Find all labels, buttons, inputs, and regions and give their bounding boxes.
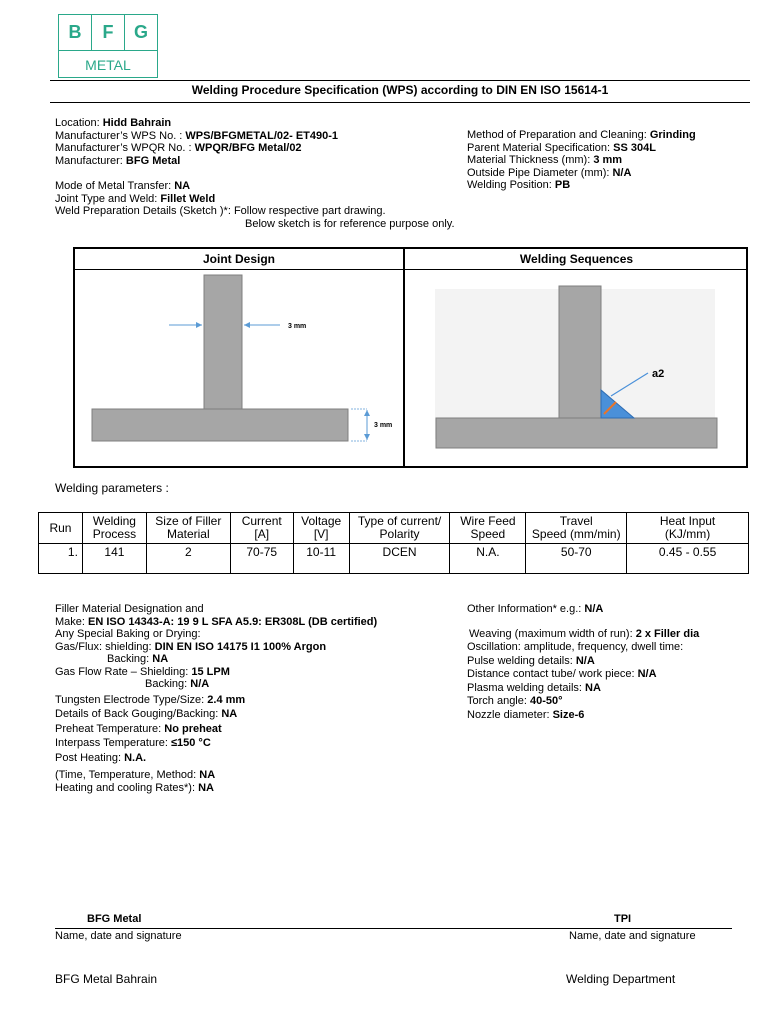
vertical-plate <box>559 286 601 418</box>
field-metal-transfer: Mode of Metal Transfer: NA <box>55 180 191 192</box>
base-plate <box>436 418 717 448</box>
base-plate <box>92 409 348 441</box>
field-pipe-diameter: Outside Pipe Diameter (mm): N/A <box>467 166 632 179</box>
vertical-plate <box>204 275 242 409</box>
field-back-gouging: Details of Back Gouging/Backing: NA <box>55 708 238 720</box>
title-rule-bottom <box>50 102 750 103</box>
welding-parameters-table <box>38 512 749 574</box>
table-row <box>39 544 749 574</box>
field-wpqr-no: Manufacturer’s WPQR No. : WPQR/BFG Metal/02 <box>55 142 302 154</box>
welding-sequences-title: Welding Sequences <box>405 249 748 270</box>
field-nozzle: Nozzle diameter: Size-6 <box>467 708 585 721</box>
field-manufacturer: Manufacturer: BFG Metal <box>55 154 181 167</box>
signatory-left: BFG Metal <box>87 913 142 925</box>
joint-design-drawing <box>75 269 403 466</box>
header-right-block <box>467 129 696 192</box>
prep-note: Below sketch is for reference purpose only. <box>245 217 455 230</box>
logo-word: METAL <box>85 56 131 73</box>
field-joint-type: Joint Type and Weld: Fillet Weld <box>55 192 216 205</box>
right-details-block <box>467 603 699 721</box>
field-oscillation: Oscillation: amplitude, frequency, dwell time: <box>467 641 684 653</box>
cell-wire-feed: N.A. <box>450 544 526 574</box>
cell-heat-input: 0.45 - 0.55 <box>627 544 749 574</box>
signature-line <box>55 928 732 929</box>
field-torch-angle: Torch angle: 40-50° <box>467 695 563 707</box>
signature-caption-right: Name, date and signature <box>569 930 696 942</box>
document-title: Welding Procedure Specification (WPS) according to DIN EN ISO 15614-1 <box>191 83 609 97</box>
field-tungsten: Tungsten Electrode Type/Size: 2.4 mm <box>55 693 246 706</box>
field-location: Location: Hidd Bahrain <box>55 117 172 129</box>
signatory-right: TPI <box>614 913 632 925</box>
field-backing-flow: Backing: N/A <box>145 678 210 690</box>
weld-size-label: a2 <box>652 368 665 380</box>
dim-label-top: 3 mm <box>288 323 307 330</box>
field-heat-cool-rates: Heating and cooling Rates*): NA <box>55 781 214 794</box>
col-header-current: Current [A] <box>230 513 293 544</box>
footer-company: BFG Metal Bahrain <box>55 972 158 986</box>
col-header-run: Run <box>39 513 83 544</box>
field-pulse: Pulse welding details: N/A <box>467 654 595 667</box>
col-header-voltage: Voltage [V] <box>293 513 349 544</box>
col-header-heat-input: Heat Input (KJ/mm) <box>627 513 749 544</box>
dim-arrowhead-left <box>196 322 202 328</box>
cell-process: 141 <box>82 544 146 574</box>
dim-arrowhead-right <box>244 322 250 328</box>
cell-current: 70-75 <box>230 544 293 574</box>
field-interpass: Interpass Temperature: ≤150 °C <box>55 737 211 749</box>
dim-side-arrow-up <box>364 410 370 416</box>
company-logo <box>58 14 158 78</box>
params-label: Welding parameters : <box>55 481 169 495</box>
dim-side-arrow-down <box>364 434 370 440</box>
field-post-heating: Post Heating: N.A. <box>55 751 147 764</box>
field-shielding-gas: Gas/Flux: shielding: DIN EN ISO 14175 I1 100% Argon <box>55 640 327 653</box>
field-plasma: Plasma welding details: NA <box>467 681 601 694</box>
field-parent-material: Parent Material Specification: SS 304L <box>467 141 656 154</box>
cell-run: 1. <box>39 544 83 574</box>
field-weaving: Weaving (maximum width of run): 2 x Filler dia <box>469 627 700 640</box>
welding-sequence-drawing <box>405 269 748 466</box>
field-weld-prep: Weld Preparation Details (Sketch )*: Follow respective part drawing. <box>55 205 386 217</box>
field-backing-gas: Backing: NA <box>107 653 169 665</box>
field-wps-no: Manufacturer’s WPS No. : WPS/BFGMETAL/02- ET490-1 <box>55 129 339 142</box>
joint-design-title: Joint Design <box>75 249 403 270</box>
col-header-travel-speed: Travel Speed (mm/min) <box>526 513 627 544</box>
table-header-row <box>39 513 749 544</box>
col-header-polarity: Type of current/ Polarity <box>349 513 450 544</box>
field-gas-flow: Gas Flow Rate – Shielding: 15 LPM <box>55 665 230 678</box>
cell-travel-speed: 50-70 <box>526 544 627 574</box>
field-prep-method: Method of Preparation and Cleaning: Grinding <box>467 129 696 141</box>
sketch-frame <box>73 247 748 468</box>
logo-letter: F <box>92 15 125 51</box>
joint-info-block <box>55 180 455 230</box>
cell-filler-size: 2 <box>146 544 230 574</box>
field-preheat: Preheat Temperature: No preheat <box>55 722 222 735</box>
logo-letter: G <box>125 15 157 51</box>
dim-label-side: 3 mm <box>374 422 393 429</box>
field-time-temp: (Time, Temperature, Method: NA <box>55 769 216 781</box>
col-header-wire-feed: Wire Feed Speed <box>450 513 526 544</box>
col-header-filler-size: Size of Filler Material <box>146 513 230 544</box>
field-contact-distance: Distance contact tube/ work piece: N/A <box>467 668 657 680</box>
field-baking: Any Special Baking or Drying: <box>55 628 201 640</box>
signature-caption-left: Name, date and signature <box>55 930 182 942</box>
logo-letter: B <box>59 15 92 51</box>
footer-department: Welding Department <box>566 972 676 986</box>
left-details-block <box>55 603 377 794</box>
title-rule-top <box>50 80 750 81</box>
col-header-process: Welding Process <box>82 513 146 544</box>
field-thickness: Material Thickness (mm): 3 mm <box>467 154 623 166</box>
field-welding-position: Welding Position: PB <box>467 179 571 191</box>
field-filler-designation: Filler Material Designation and <box>55 603 204 615</box>
header-left-block <box>55 117 338 167</box>
cell-voltage: 10-11 <box>293 544 349 574</box>
field-make: Make: EN ISO 14343-A: 19 9 L SFA A5.9: ER308L (DB certified) <box>55 615 378 628</box>
field-other-info: Other Information* e.g.: N/A <box>467 603 604 615</box>
cell-polarity: DCEN <box>349 544 450 574</box>
